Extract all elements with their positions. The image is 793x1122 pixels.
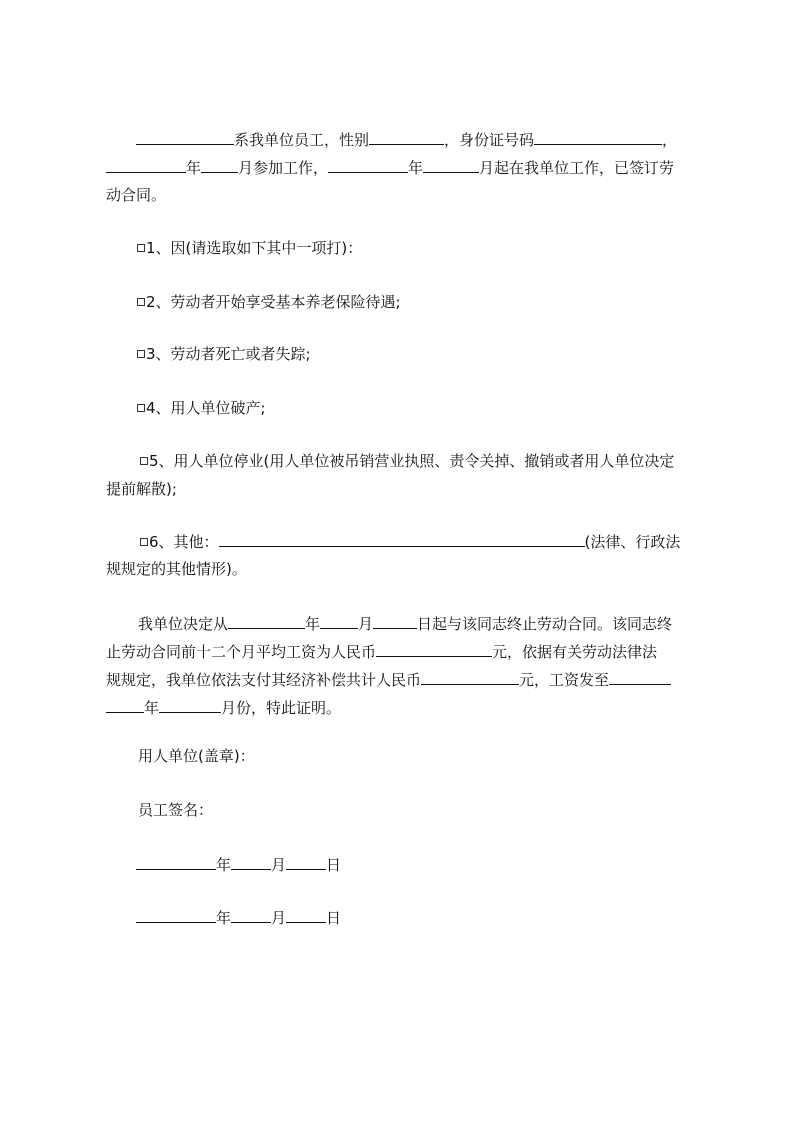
- wage-paid-until-blank[interactable]: [609, 669, 671, 685]
- date-2-month-blank[interactable]: [231, 907, 271, 923]
- join-unit-month-blank[interactable]: [423, 157, 479, 173]
- option-5: 5、用人单位停业(用人单位被吊销营业执照、责令关掉、撤销或者用人单位决定: [140, 451, 674, 471]
- option-4-checkbox[interactable]: [137, 404, 145, 412]
- intro-line-1: 系我单位员工，性别 ，身份证号码 ，: [136, 129, 677, 149]
- employee-name-blank[interactable]: [136, 129, 234, 145]
- other-reason-blank[interactable]: [219, 531, 585, 547]
- option-3: 3、劳动者死亡或者失踪;: [137, 344, 311, 364]
- option-6-checkbox[interactable]: [140, 538, 148, 546]
- employer-seal-label: 用人单位(盖章)：: [138, 747, 255, 765]
- intro-line-3: 动合同。: [106, 186, 167, 204]
- termination-day-blank[interactable]: [373, 613, 417, 629]
- decision-line-2: 止劳动合同前十二个月平均工资为人民币 元，依据有关劳动法律法: [106, 643, 658, 661]
- option-5-checkbox[interactable]: [140, 457, 148, 465]
- option-2: 2、劳动者开始享受基本养老保险待遇;: [137, 292, 401, 312]
- join-unit-year-blank[interactable]: [328, 157, 408, 173]
- termination-year-blank[interactable]: [228, 613, 305, 629]
- date-1-day-blank[interactable]: [286, 854, 326, 870]
- compensation-amount-blank[interactable]: [421, 669, 519, 685]
- date-1-month-blank[interactable]: [231, 854, 271, 870]
- date-line-2: 年 月 日: [136, 907, 341, 927]
- wage-month-blank[interactable]: [159, 697, 221, 713]
- option-3-checkbox[interactable]: [137, 350, 145, 358]
- start-work-year-blank[interactable]: [106, 157, 186, 173]
- start-work-month-blank[interactable]: [201, 157, 238, 173]
- date-line-1: 年 月 日: [136, 854, 341, 874]
- intro-line-2: 年 月参加工作， 年 月起在我单位工作，已签订劳: [106, 157, 674, 177]
- option-2-checkbox[interactable]: [137, 298, 145, 306]
- date-2-year-blank[interactable]: [136, 907, 216, 923]
- wage-year-blank[interactable]: [106, 697, 144, 713]
- decision-line-3: 规规定，我单位依法支付其经济补偿共计人民币 元，工资发至: [106, 669, 671, 689]
- date-2-day-blank[interactable]: [286, 907, 326, 923]
- option-5-continued: 提前解散);: [106, 480, 177, 498]
- decision-line-1: 我单位决定从 年 月 日起与该同志终止劳动合同。该同志终: [138, 615, 673, 633]
- option-4: 4、用人单位破产;: [137, 398, 266, 418]
- option-1-checkbox[interactable]: [137, 244, 145, 252]
- option-1: 1、因(请选取如下其中一项打)：: [137, 238, 362, 258]
- decision-line-4: 年 月份，特此证明。: [106, 697, 341, 717]
- gender-blank[interactable]: [369, 129, 444, 145]
- employee-signature-label: 员工签名：: [138, 801, 214, 819]
- option-6: 6、其他： (法律、行政法: [140, 531, 680, 551]
- option-6-continued: 规规定的其他情形)。: [106, 560, 247, 578]
- termination-month-blank[interactable]: [320, 613, 358, 629]
- date-1-year-blank[interactable]: [136, 854, 216, 870]
- id-number-blank[interactable]: [534, 129, 662, 145]
- average-wage-blank[interactable]: [376, 641, 492, 657]
